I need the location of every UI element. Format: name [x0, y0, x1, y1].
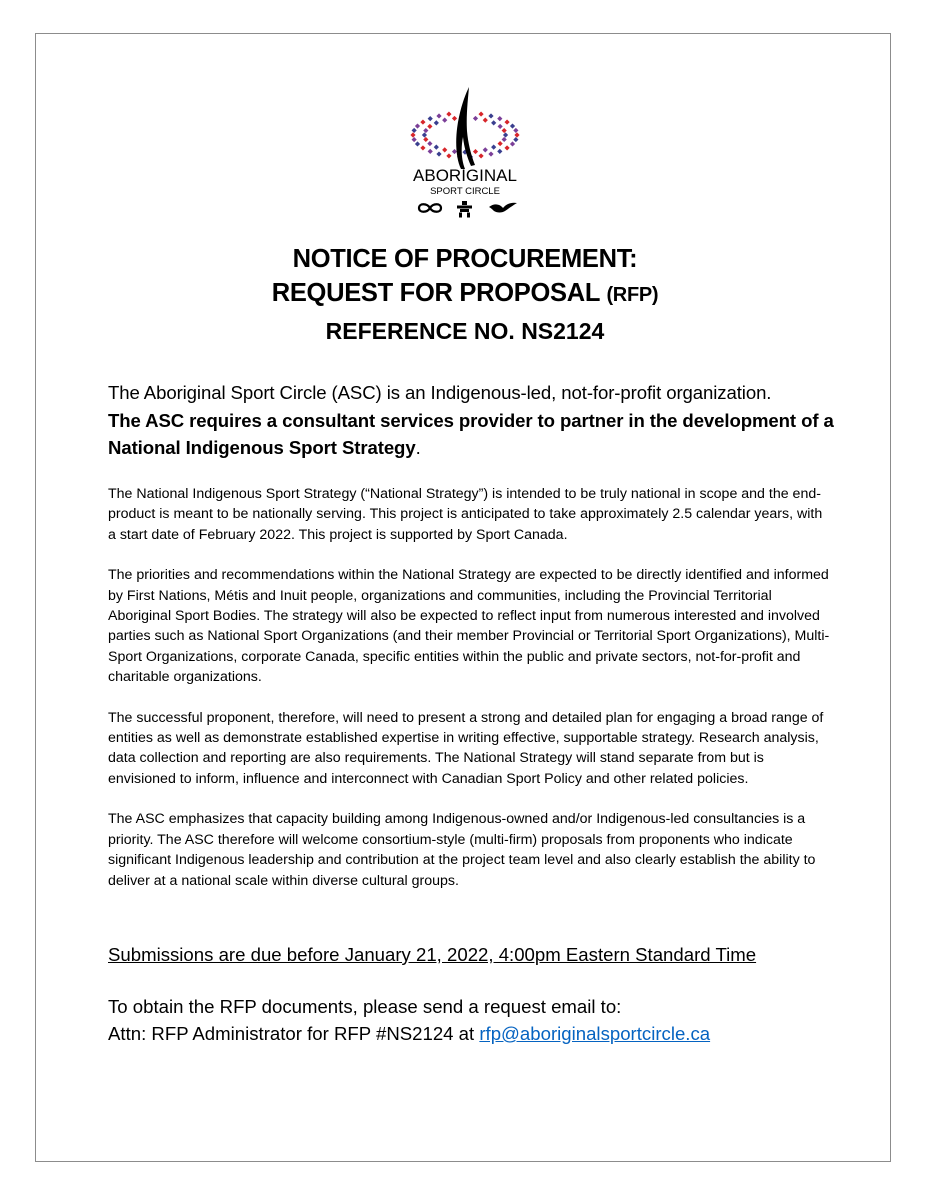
- logo-ring-mark: [415, 123, 420, 128]
- logo-ring-mark: [497, 149, 502, 154]
- logo-ring-mark: [420, 119, 425, 124]
- title-notice: NOTICE OF PROCUREMENT:: [292, 245, 638, 273]
- title-reference: REFERENCE NO. NS2124: [325, 318, 605, 344]
- contact-section: [108, 993, 710, 1047]
- logo-ring-mark: [478, 111, 483, 116]
- rfp-email-link[interactable]: rfp@aboriginalsportcircle.ca: [479, 1023, 711, 1044]
- logo-ring-mark: [504, 145, 509, 150]
- paragraph-capacity: The ASC emphasizes that capacity building among Indigenous-owned and/or Indigenous-led consultancies is a priority. The ASC therefore will welcome consortium-style (multi-firm) proposals from proponents who indicate significant Indigenous leadership and contribution at the project team level and also clearly establish the ability to deliver at a national scale within diverse cultural groups.: [108, 811, 816, 889]
- logo-ring-mark: [422, 132, 427, 137]
- logo-ring-mark: [452, 116, 457, 121]
- logo-ring-mark: [514, 132, 519, 137]
- logo-ring-mark: [412, 137, 417, 142]
- title-rfp: [108, 276, 822, 312]
- paragraph-priorities: The priorities and recommendations within the National Strategy are expected to be directly identified and informed by First Nations, Métis and Inuit people, organizations and communities, including the Provincial Territorial Aboriginal Sport Bodies. The strategy will also be expected to reflect input from numerous interested and involved parties such as National Sport Organizations (and their member Provincial or Territorial Sport Organizations), Multi-Sport Organizations, corporate Canada, specific entities within the public and private sectors, not-for-profit and charitable organizations.: [108, 567, 830, 686]
- logo-ring-mark: [434, 120, 439, 125]
- logo-ring-mark: [478, 153, 483, 158]
- logo-ring-mark: [483, 118, 488, 123]
- logo-ring-mark: [428, 149, 433, 154]
- logo-ring-mark: [498, 141, 503, 146]
- logo-ring-mark: [473, 116, 478, 121]
- logo-ring-mark: [434, 145, 439, 150]
- logo-ring-mark: [427, 141, 432, 146]
- logo-ring-mark: [473, 149, 478, 154]
- logo-name: ABORIGINAL: [413, 166, 517, 185]
- logo-ring-mark: [497, 116, 502, 121]
- infinity-icon: [419, 204, 441, 212]
- logo-ring-mark: [427, 124, 432, 129]
- logo-ring-mark: [510, 141, 515, 146]
- logo-subtitle: SPORT CIRCLE: [430, 186, 500, 197]
- logo-ring-mark: [498, 124, 503, 129]
- intro-sentence-2-end: .: [415, 437, 421, 458]
- logo-ring-mark: [452, 149, 457, 154]
- logo-ring-mark: [513, 137, 518, 142]
- title-rfp-main: REQUEST FOR PROPOSAL: [271, 279, 600, 307]
- logo-ring-mark: [412, 128, 417, 133]
- logo-ring-mark: [504, 119, 509, 124]
- logo-ring-mark: [410, 132, 415, 137]
- logo-ring-mark: [510, 123, 515, 128]
- logo-ring-mark: [488, 151, 493, 156]
- intro-sentence-2-bold: The ASC requires a consultant services provider to partner in the development of a National Indigenous Sport Strategy: [108, 409, 834, 458]
- logo-ring-mark: [442, 147, 447, 152]
- logo-ring-mark: [488, 113, 493, 118]
- logo-ring-mark: [436, 113, 441, 118]
- logo-ring-mark: [502, 137, 507, 142]
- logo-ring-mark: [428, 116, 433, 121]
- intro-sentence-2: [108, 407, 838, 462]
- title-rfp-suffix: (RFP): [606, 284, 659, 306]
- logo-ring-mark: [436, 151, 441, 156]
- aboriginal-sport-circle-logo: [395, 77, 535, 222]
- logo-ring-mark: [423, 137, 428, 142]
- eagle-icon: [489, 203, 517, 213]
- submission-deadline: Submissions are due before January 21, 2022, 4:00pm Eastern Standard Time: [108, 944, 757, 965]
- body-section: [108, 484, 833, 911]
- logo-ring-mark: [483, 147, 488, 152]
- paragraph-scope: The National Indigenous Sport Strategy (“National Strategy”) is intended to be truly national in scope and the end-product is meant to be nationally serving. This project is anticipated to take approximately 2.5 calendar years, with a start date of February 2022. This project is supported by Sport Canada.: [108, 486, 823, 543]
- logo-ring-mark: [423, 128, 428, 133]
- paragraph-proponent: The successful proponent, therefore, will need to present a strong and detailed plan for engaging a broad range of entities as well as demonstrate established expertise in writing effective, supportable strategy. Research analysis, data collection and reporting are also requirements. The National Strategy will stand separate from but is envisioned to inform, influence and interconnect with Canadian Sport Policy and other related policies.: [108, 709, 824, 787]
- logo-ring-mark: [420, 145, 425, 150]
- logo-ring-mark: [442, 118, 447, 123]
- title-block: [108, 242, 822, 349]
- logo-graphic: [395, 77, 535, 222]
- logo-ring-mark: [513, 128, 518, 133]
- logo-ring-mark: [502, 128, 507, 133]
- logo-ring-mark: [491, 120, 496, 125]
- intro-sentence-1: The Aboriginal Sport Circle (ASC) is an Indigenous-led, not-for-profit organization.: [108, 382, 772, 403]
- intro-section: [108, 379, 838, 462]
- logo-ring-mark: [446, 111, 451, 116]
- logo-ring-mark: [415, 141, 420, 146]
- contact-line-1: To obtain the RFP documents, please send a request email to:: [108, 996, 622, 1017]
- logo-ring-mark: [446, 153, 451, 158]
- contact-line-2-prefix: Attn: RFP Administrator for RFP #NS2124 at: [108, 1023, 480, 1044]
- logo-ring-mark: [491, 145, 496, 150]
- logo-ring-mark: [503, 132, 508, 137]
- inukshuk-icon: [457, 201, 472, 218]
- contact-line-2: [108, 1020, 710, 1047]
